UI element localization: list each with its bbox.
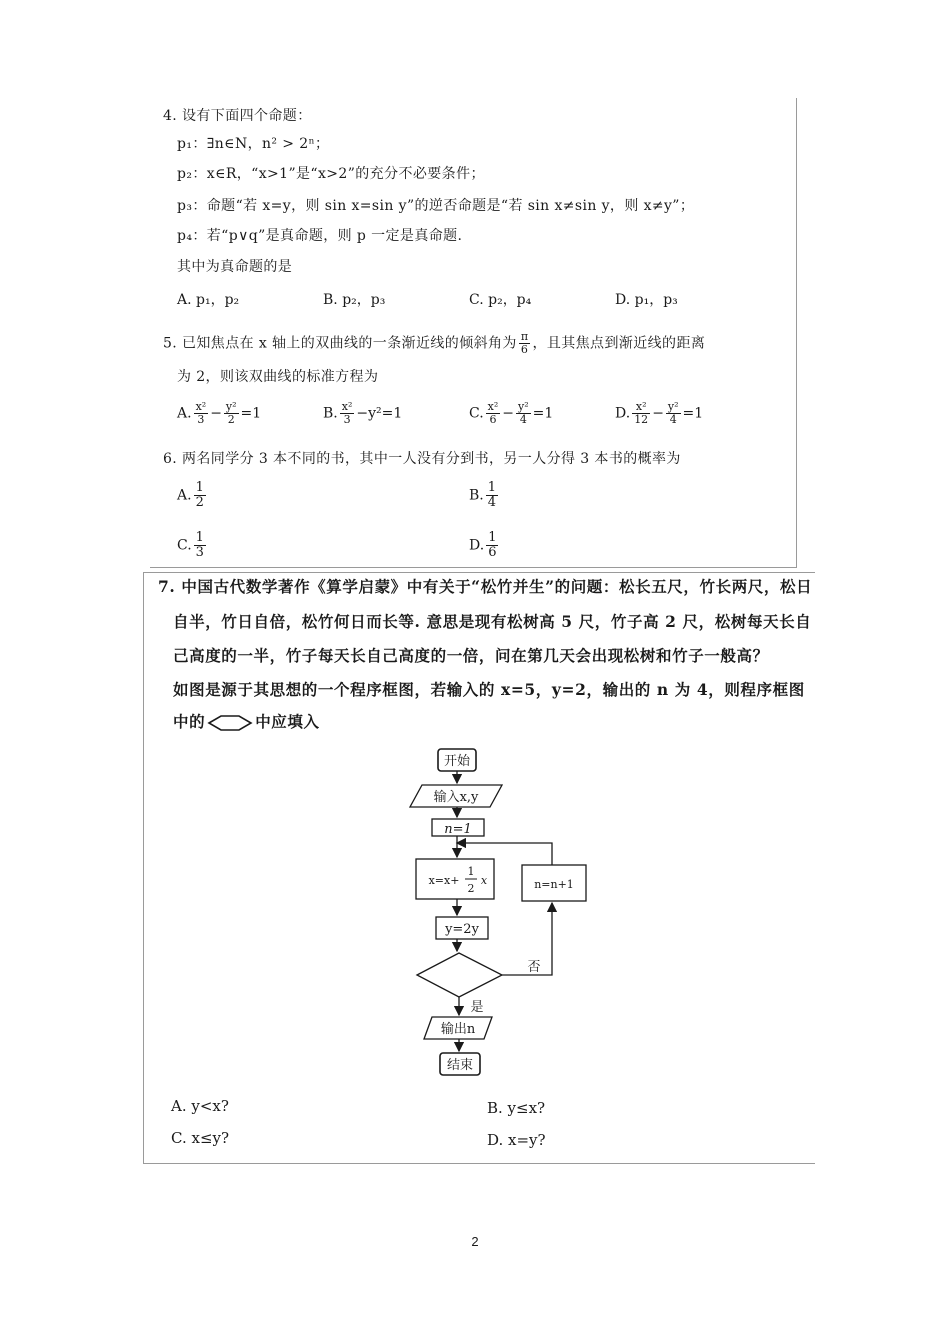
q7-line4: 如图是源于其思想的一个程序框图，若输入的 x=5，y=2，输出的 n 为 4，则程序框图 bbox=[173, 680, 805, 699]
q7-option-c: C. x≤y? bbox=[171, 1129, 230, 1147]
q4-p4: p₄：若“p∨q”是真命题，则 p 一定是真命题. bbox=[177, 228, 463, 244]
q7-option-d: D. x=y? bbox=[487, 1131, 546, 1149]
q7-line5 bbox=[173, 712, 320, 732]
q5-angle-num: π bbox=[520, 330, 529, 343]
q7-option-a: A. y<x? bbox=[171, 1097, 229, 1115]
q7-option-b: B. y≤x? bbox=[487, 1099, 546, 1117]
page-number: 2 bbox=[471, 1234, 479, 1249]
q4-option-b: B. p₂，p₃ bbox=[323, 292, 386, 308]
q7-line5-a: 中的 bbox=[173, 712, 206, 731]
flow-x-update-b: x bbox=[480, 874, 488, 887]
q5-stem-line1 bbox=[163, 331, 705, 356]
flowchart bbox=[404, 745, 664, 1085]
q5-angle-fraction bbox=[519, 331, 531, 356]
question-block-7 bbox=[143, 572, 815, 1164]
q5-option-c: C. $\frac{\text{x²}}{6}$ − $\frac{\text{y²}}{4}$ =1 bbox=[469, 400, 554, 426]
q4-option-d: D. p₁，p₃ bbox=[615, 292, 678, 308]
q7-line1: 7. 中国古代数学著作《算学启蒙》中有关于“松竹并生”的问题：松长五尺，竹长两尺，松日 bbox=[158, 577, 813, 596]
q5-stem-b: ，且其焦点到渐近线的距离 bbox=[532, 335, 706, 352]
q6-option-c: C. $\frac{1}{3}$ bbox=[177, 530, 204, 560]
q5-stem-a: 5. 已知焦点在 x 轴上的双曲线的一条渐近线的倾斜角为 bbox=[163, 335, 517, 352]
flow-x-update-a: x=x+ bbox=[428, 874, 460, 887]
q4-option-c: C. p₂，p₄ bbox=[469, 292, 532, 308]
q7-line3: 己高度的一半，竹子每天长自己高度的一倍，问在第几天会出现松树和竹子一般高？ bbox=[173, 646, 769, 665]
flow-n-update-label: n=n+1 bbox=[534, 878, 574, 891]
flow-input-label: 输入x,y bbox=[433, 790, 479, 805]
question-block-4-6 bbox=[150, 98, 797, 568]
flow-end-label: 结束 bbox=[446, 1058, 474, 1073]
q7-line2: 自半，竹日自倍，松竹何日而长等. 意思是现有松树高 5 尺，竹子高 2 尺，松树每天长自 bbox=[173, 612, 812, 631]
q5-stem-line2: 为 2，则该双曲线的标准方程为 bbox=[177, 369, 379, 385]
q4-p2: p₂：x∈R，“x>1”是“x>2”的充分不必要条件； bbox=[177, 166, 485, 182]
q6-option-d: D. $\frac{1}{6}$ bbox=[469, 530, 497, 560]
q4-ask: 其中为真命题的是 bbox=[177, 259, 293, 275]
flow-x-update-den: 2 bbox=[467, 882, 475, 895]
flow-decision-diamond bbox=[417, 953, 502, 997]
q4-p1: p₁：∃n∈N，n² > 2ⁿ； bbox=[177, 136, 330, 152]
flow-y-update-label: y=2y bbox=[445, 922, 479, 937]
q6-stem: 6. 两名同学分 3 本不同的书，其中一人没有分到书，另一人分得 3 本书的概率为 bbox=[163, 451, 681, 467]
q5-option-d: D. $\frac{\text{x²}}{12}$ − $\frac{\text{y²}}{4}$ =1 bbox=[615, 400, 704, 426]
q4-p3: p₃：命题“若 x=y，则 sin x=sin y”的逆否命题是“若 sin x≠sin y，则 x≠y”； bbox=[177, 198, 695, 214]
flow-no-label: 否 bbox=[527, 960, 541, 975]
flow-x-update-num: 1 bbox=[467, 865, 475, 878]
q6-option-a: A. $\frac{1}{2}$ bbox=[177, 480, 204, 510]
flow-start-label: 开始 bbox=[443, 754, 471, 769]
q5-option-b: B. $\frac{\text{x²}}{3}$ −y²=1 bbox=[323, 400, 403, 426]
q7-line5-b: 中应填入 bbox=[255, 712, 320, 731]
diamond-blank-icon bbox=[207, 714, 253, 732]
flow-init-label: n=1 bbox=[444, 822, 472, 837]
q4-option-a: A. p₁，p₂ bbox=[177, 292, 240, 308]
q6-option-b: B. $\frac{1}{4}$ bbox=[469, 480, 497, 510]
flow-yes-label: 是 bbox=[470, 1000, 484, 1015]
flow-output-label: 输出n bbox=[440, 1022, 476, 1037]
q5-angle-den: 6 bbox=[520, 343, 529, 356]
q5-option-a: A. $\frac{\text{x²}}{3}$ − $\frac{\text{y²}}{2}$ =1 bbox=[177, 400, 262, 426]
q4-stem: 4. 设有下面四个命题： bbox=[163, 108, 312, 124]
